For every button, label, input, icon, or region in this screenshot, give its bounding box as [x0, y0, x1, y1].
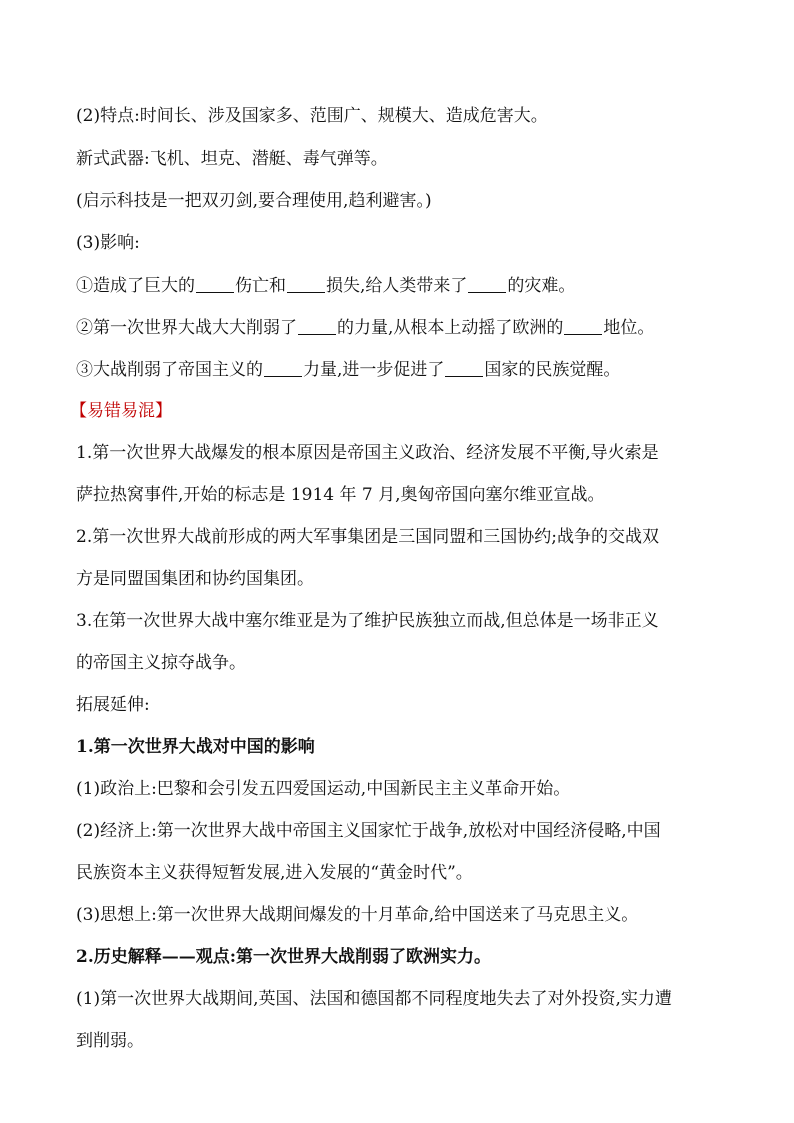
fill-blank[interactable]	[196, 274, 234, 293]
impact-item-1: ①造成了巨大的 伤亡和 损失,给人类带来了 的灾难。	[76, 276, 576, 296]
extension-heading-1: 1.第一次世界大战对中国的影响	[76, 737, 315, 757]
extension-2-point-1-line-2: 到削弱。	[76, 1031, 144, 1051]
extension-label: 拓展延伸:	[76, 695, 150, 715]
fill-blank[interactable]	[445, 358, 483, 377]
extension-heading-2: 2.历史解释——观点:第一次世界大战削弱了欧洲实力。	[76, 947, 492, 967]
section-header-mistakes: 【易错易混】	[70, 401, 172, 421]
extension-2-point-1-line-1: (1)第一次世界大战期间,英国、法国和德国都不同程度地失去了对外投资,实力遭	[76, 989, 672, 1009]
impact-item-2: ②第一次世界大战大大削弱了 的力量,从根本上动摇了欧洲的 地位。	[76, 318, 655, 338]
fill-blank[interactable]	[264, 358, 302, 377]
extension-1-point-1: (1)政治上:巴黎和会引发五四爱国运动,中国新民主主义革命开始。	[76, 779, 571, 799]
fill-blank[interactable]	[298, 316, 336, 335]
mistake-3-line-1: 3.在第一次世界大战中塞尔维亚是为了维护民族独立而战,但总体是一场非正义	[76, 611, 659, 631]
weapons-line: 新式武器:飞机、坦克、潜艇、毒气弹等。	[76, 149, 388, 169]
mistake-2-line-1: 2.第一次世界大战前形成的两大军事集团是三国同盟和三国协约;战争的交战双	[76, 527, 659, 547]
extension-1-point-2-line-1: (2)经济上:第一次世界大战中帝国主义国家忙于战争,放松对中国经济侵略,中国	[76, 821, 661, 841]
mistake-3-line-2: 的帝国主义掠夺战争。	[76, 653, 246, 673]
mistake-1-line-1: 1.第一次世界大战爆发的根本原因是帝国主义政治、经济发展不平衡,导火索是	[76, 443, 659, 463]
fill-blank[interactable]	[564, 316, 602, 335]
mistake-1-line-2: 萨拉热窝事件,开始的标志是 1914 年 7 月,奥匈帝国向塞尔维亚宣战。	[76, 485, 605, 505]
extension-1-point-3: (3)思想上:第一次世界大战期间爆发的十月革命,给中国送来了马克思主义。	[76, 905, 639, 925]
impact-label: (3)影响:	[76, 233, 140, 253]
features-line: (2)特点:时间长、涉及国家多、范围广、规模大、造成危害大。	[76, 106, 548, 126]
mistake-2-line-2: 方是同盟国集团和协约国集团。	[76, 569, 314, 589]
fill-blank[interactable]	[287, 274, 325, 293]
extension-1-point-2-line-2: 民族资本主义获得短暂发展,进入发展的“黄金时代”。	[76, 863, 473, 883]
insight-line: (启示科技是一把双刃剑,要合理使用,趋利避害。)	[76, 191, 432, 211]
fill-blank[interactable]	[468, 274, 506, 293]
impact-item-3: ③大战削弱了帝国主义的 力量,进一步促进了 国家的民族觉醒。	[76, 360, 621, 380]
